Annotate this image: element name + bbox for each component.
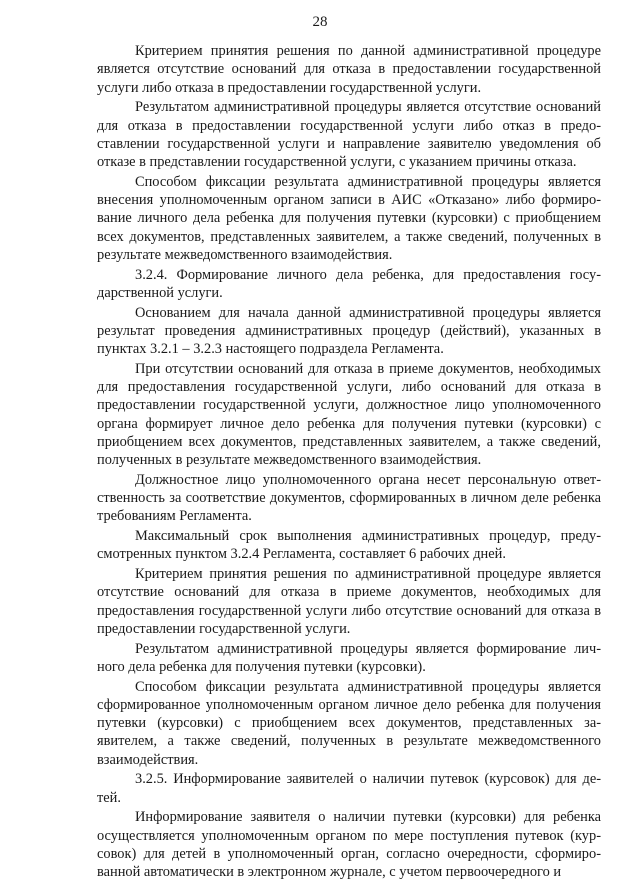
section-heading-3-2-5: 3.2.5. Информирование заявителей о наличии путевок (курсовок) для детей. [97, 771, 601, 806]
paragraph-decision-criterion: Критерием принятия решения по административной процедуре является отсутствие оснований для отказа в приеме документов, необходимых для предоставления государственной услуги либо отсутствие оснований для отказа в предоставлении государственной услуги. [97, 566, 601, 637]
paragraph-criterion: Критерием принятия решения по данной административной процедуре является отсутствие оснований для отказа в предоставлении государственной услуги либо отказа в предоставлении государственной услуги. [97, 43, 601, 96]
section-heading-3-2-4: 3.2.4. Формирование личного дела ребенка, для предоставления государственной услуги. [97, 266, 601, 301]
paragraph-basis: Основанием для начала данной административной процедуры является результат проведения административных процедур (действий), указанных в пунктах 3.2.1 – 3.2.3 настоящего подраздела Регламента. [97, 304, 601, 357]
paragraph-informing: Информирование заявителя о наличии путевки (курсовки) для ребенка осуществляется уполномоченным органом по мере поступления путевок (курсовок) для детей в уполномоченный орган, согласно очередности, сформированной автоматически в электронном журнале, с учетом первоочередного и [97, 809, 601, 880]
paragraph-responsibility: Должностное лицо уполномоченного органа несет персональную ответственность за соответствие документов, сформированных в личном деле ребенка требованиям Регламента. [97, 471, 601, 525]
page-number: 28 [312, 14, 328, 30]
paragraph-result-fixation: Способом фиксации результата административной процедуры является сформированное уполномоченным органом личное дело ребенка для получения путевки (курсовки) с приобщением всех документов, представленных заявителем, а также сведений, полученных в результате межведомственного взаимодействия. [97, 678, 601, 768]
paragraph-fixation-method: Способом фиксации результата административной процедуры является внесения уполномоченным органом записи в АИС «Отказано» либо формирование личного дела ребенка для получения путевки (курсовки) с приобщением всех документов, представленных заявителем, а также сведений, полученных в результате межведомственного взаимодействия. [97, 173, 601, 263]
paragraph-result: Результатом административной процедуры является отсутствие оснований для отказа в предоставлении государственной услуги либо отказ в предоставлении государственной услуги и направление заявителю уведомления об отказе в представлении государственной услуги, с указанием причины отказа. [97, 99, 601, 170]
paragraph-no-grounds: При отсутствии оснований для отказа в приеме документов, необходимых для предоставления государственной услуги, либо оснований для отказа в предоставлении государственной услуги, должностное лицо уполномоченного органа формирует личное дело ребенка для получения путевки (курсовки) с приобщением всех документов, представленных заявителем, а также сведений, полученных в результате межведомственного взаимодействия. [97, 360, 601, 468]
paragraph-max-term: Максимальный срок выполнения административных процедур, предусмотренных пунктом 3.2.4 Регламента, составляет 6 рабочих дней. [97, 528, 601, 563]
paragraph-procedure-result: Результатом административной процедуры является формирование личного дела ребенка для получения путевки (курсовки). [97, 640, 601, 675]
document-body [97, 42, 601, 883]
